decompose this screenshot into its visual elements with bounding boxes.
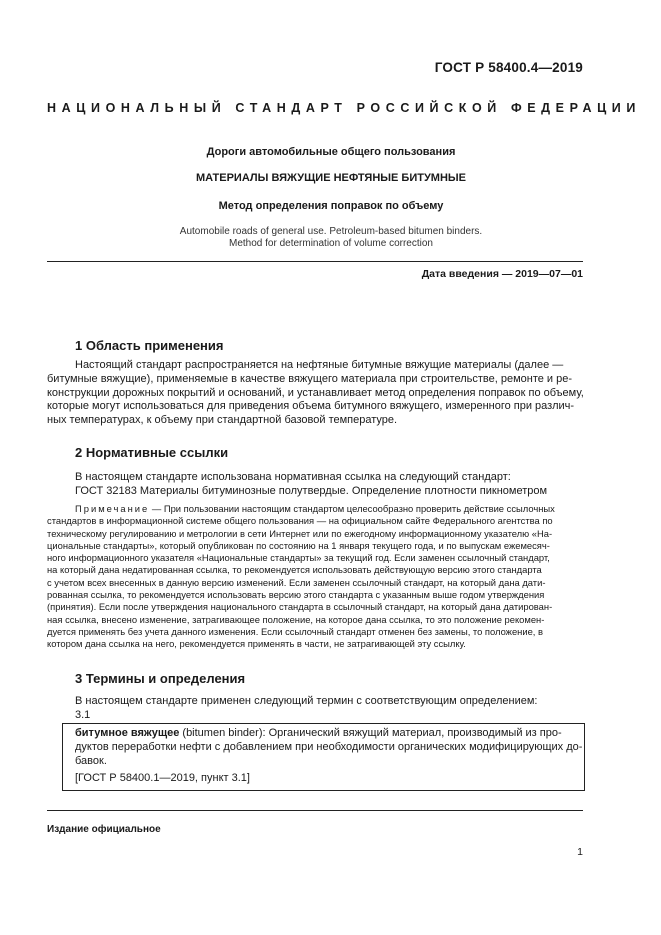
english-title	[47, 226, 615, 250]
section-2-note	[47, 503, 583, 651]
title-line-2: МАТЕРИАЛЫ ВЯЖУЩИЕ НЕФТЯНЫЕ БИТУМНЫЕ	[195, 172, 467, 184]
section-3-heading: 3 Термины и определения	[75, 671, 246, 686]
title-line-1: Дороги автомобильные общего пользования	[206, 146, 456, 158]
page-number: 1	[577, 846, 583, 858]
note-line: циональные стандарты», который опубликован по состоянию на 1 января текущего года, и по выпускам ежемесяч-	[47, 539, 550, 551]
note-label: Примечание	[75, 503, 150, 514]
date-of-introduction: Дата введения — 2019—07—01	[421, 268, 583, 280]
note-line: стандартов в информационной системе общего пользования — на официальном сайте Федерального агентства по	[47, 515, 553, 527]
paragraph-line: конструкции дорожных покрытий и оснований, и устанавливает метод определения поправок по объему,	[47, 386, 584, 399]
edition-label: Издание официальное	[47, 824, 161, 835]
paragraph-line: которые могут использоваться для приведения объема битумного вяжущего, измеренного при различ-	[47, 400, 575, 413]
footer-divider	[47, 810, 583, 811]
term-text-line: дуктов переработки нефти с добавлением при необходимости органических модифицирующих до-	[75, 740, 583, 753]
paragraph-line: ных температурах, к объему при стандартной базовой температуре.	[47, 414, 398, 427]
title-line-3: Метод определения поправок по объему	[218, 200, 444, 212]
term-name: битумное вяжущее	[75, 727, 180, 739]
note-line: дуется применять без учета данного изменения. Если ссылочный стандарт отменен без замены, то положение, в	[47, 625, 543, 637]
note-line: ного информационного указателя «Национальные стандарты» за текущий год. Если заменен ссылочный стандарт,	[47, 552, 550, 564]
paragraph-line: Настоящий стандарт распространяется на нефтяные битумные вяжущие материалы (далее —	[75, 359, 564, 371]
note-line: (принятия). Если после утверждения национального стандарта в ссылочный стандарт, на который дана датирован-	[47, 601, 553, 613]
paragraph-line: В настоящем стандарте применен следующий термин с соответствующим определением:	[75, 695, 538, 707]
note-line: ная ссылка, внесено изменение, затрагивающее положение, на которое дана ссылка, то это положение рекомен-	[47, 613, 545, 625]
title-divider	[47, 261, 583, 262]
reference-line: ГОСТ 32183 Материалы битуминозные полутвердые. Определение плотности пикнометром	[75, 484, 548, 497]
note-line: рованная ссылка, то рекомендуется использовать версию этого стандарта с указанным выше годом утверждения	[47, 589, 545, 601]
note-line: — При пользовании настоящим стандартом целесообразно проверить действие ссылочных	[151, 503, 555, 514]
paragraph-line: битумные вяжущие), применяемые в качестве вяжущего материала при строительстве, ремонте и ре-	[47, 372, 573, 385]
note-line: на который дана недатированная ссылка, то рекомендуется использовать действующую версию этого стандарта	[47, 564, 542, 576]
paragraph-line: В настоящем стандарте использована нормативная ссылка на следующий стандарт:	[75, 471, 511, 483]
term-text-line: бавок.	[75, 754, 107, 767]
section-3-intro	[75, 695, 583, 723]
note-line: с учетом всех внесенных в данную версию изменений. Если заменен ссылочный стандарт, на который дана дати-	[47, 576, 546, 588]
section-2-intro	[75, 471, 583, 499]
term-text: (bitumen binder): Органический вяжущий материал, производимый из про-	[179, 727, 562, 739]
clause-number: 3.1	[75, 708, 91, 721]
note-line: котором дана ссылка на него, рекомендуется применять в части, не затрагивающей эту ссылку.	[47, 638, 466, 650]
national-standard-heading: НАЦИОНАЛЬНЫЙ СТАНДАРТ РОССИЙСКОЙ ФЕДЕРАЦИИ	[47, 101, 641, 115]
section-2-heading: 2 Нормативные ссылки	[75, 445, 229, 460]
english-title-line-2: Method for determination of volume correction	[229, 238, 433, 249]
term-source-reference: [ГОСТ Р 58400.1—2019, пункт 3.1]	[75, 772, 250, 784]
document-number: ГОСТ Р 58400.4—2019	[434, 60, 583, 75]
section-1-body	[47, 359, 583, 428]
note-line: техническому регулированию и метрологии в сети Интернет или по ежегодному информационному указателю «На-	[47, 527, 553, 539]
english-title-line-1: Automobile roads of general use. Petroleum-based bitumen binders.	[179, 226, 483, 237]
term-definition	[75, 727, 583, 768]
section-1-heading: 1 Область применения	[75, 338, 224, 353]
